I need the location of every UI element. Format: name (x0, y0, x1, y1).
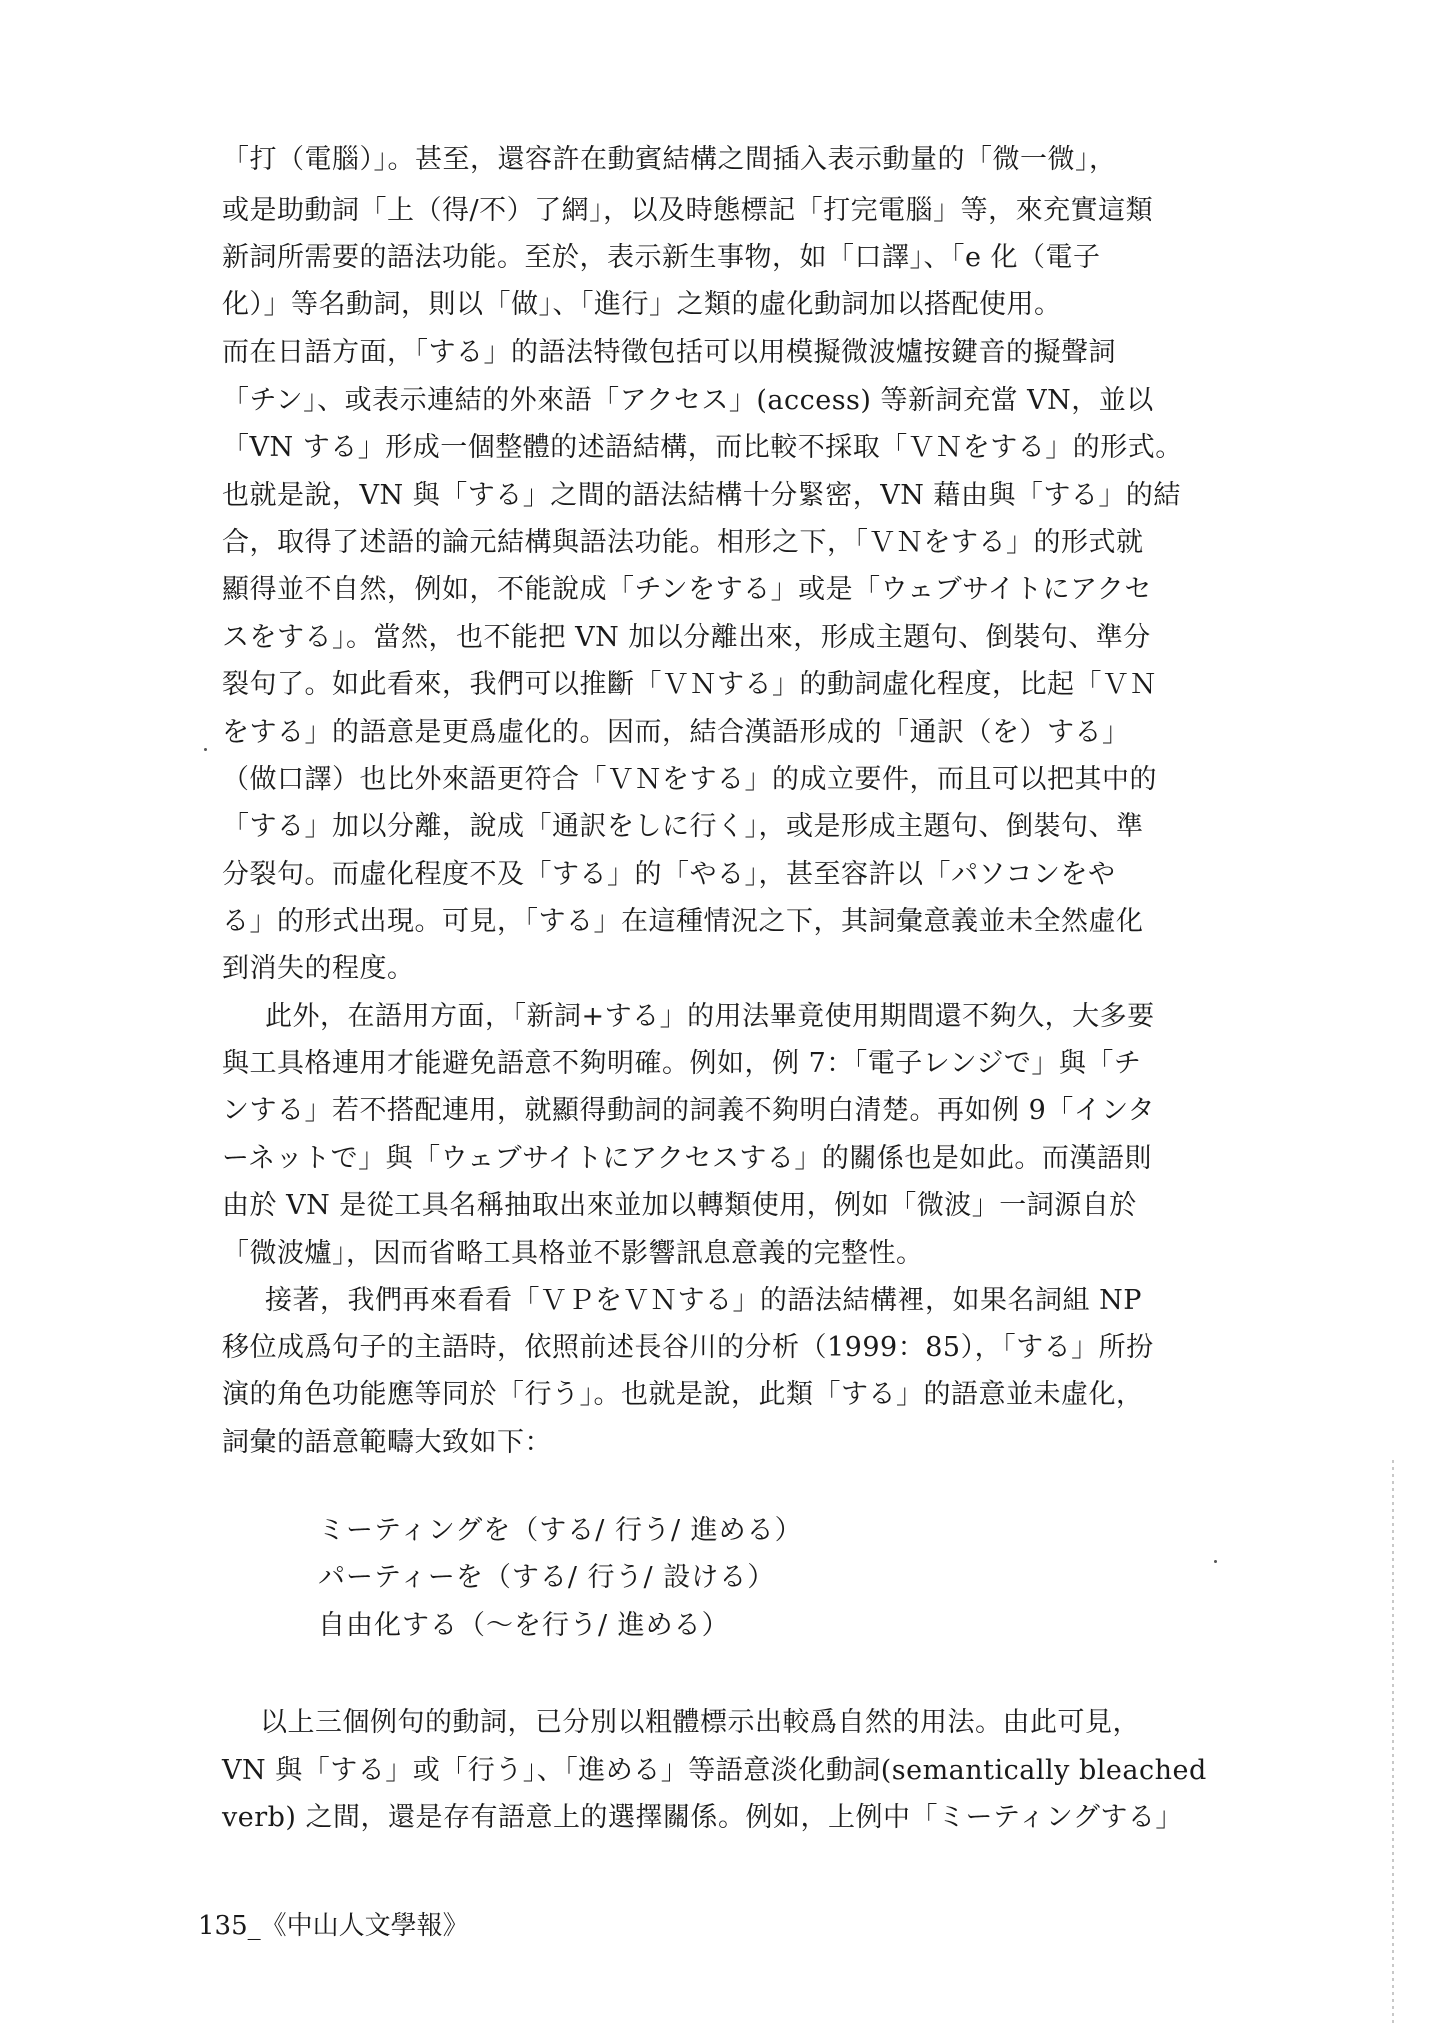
text-line: 化）」等名動詞，則以「做」、「進行」之類的虛化動詞加以搭配使用。 (222, 289, 1062, 320)
text-line: 「微波爐」，因而省略工具格並不影響訊息意義的完整性。 (222, 1238, 924, 1269)
text-line: 與工具格連用才能避免語意不夠明確。例如，例 7：「電子レンジで」與「チ (222, 1048, 1142, 1079)
scan-edge-line (1392, 1460, 1394, 2024)
text-line: ンする」若不搭配連用，就顯得動詞的詞義不夠明白清楚。再如例 9「インタ (222, 1095, 1156, 1126)
text-line: 移位成爲句子的主語時，依照前述長谷川的分析（1999：85），「する」所扮 (222, 1332, 1154, 1363)
text-line: 顯得並不自然，例如，不能說成「チンをする」或是「ウェブサイトにアクセ (222, 574, 1152, 605)
text-line: 演的角色功能應等同於「行う」。也就是說，此類「する」的語意並未虛化， (222, 1379, 1144, 1410)
text-line: 「する」加以分離，說成「通訳をしに行く」，或是形成主題句、倒裝句、準 (222, 811, 1144, 842)
text-line: 新詞所需要的語法功能。至於，表示新生事物，如「口譯」、「e 化（電子 (222, 242, 1101, 273)
scan-speck (204, 748, 207, 751)
example-sentence: ミーティングを（する/ 行う/ 進める） (318, 1515, 803, 1546)
text-line: 裂句了。如此看來，我們可以推斷「ＶＮする」的動詞虛化程度，比起「ＶＮ (222, 669, 1157, 700)
text-line: VN 與「する」或「行う」、「進める」等語意淡化動詞(semantically bleached (222, 1755, 1207, 1786)
text-line: 「チン」、或表示連結的外來語「アクセス」(access) 等新詞充當 VN，並以 (222, 385, 1154, 416)
text-line: 詞彙的語意範疇大致如下： (222, 1427, 552, 1458)
text-line: 此外，在語用方面，「新詞+する」的用法畢竟使用期間還不夠久，大多要 (265, 1001, 1155, 1032)
scan-speck (1214, 1560, 1217, 1563)
text-line: 或是助動詞「上（得/不）了網」，以及時態標記「打完電腦」等，來充實這類 (222, 195, 1154, 226)
text-line: ーネットで」與「ウェブサイトにアクセスする」的關係也是如此。而漢語則 (222, 1143, 1152, 1174)
text-line: 由於 VN 是從工具名稱抽取出來並加以轉類使用，例如「微波」一詞源自於 (222, 1190, 1137, 1221)
text-line: る」的形式出現。可見，「する」在這種情況之下，其詞彙意義並未全然虛化 (222, 906, 1144, 937)
text-line: 以上三個例句的動詞，已分別以粗體標示出較爲自然的用法。由此可見， (260, 1707, 1140, 1738)
example-sentence: 自由化する（～を行う/ 進める） (318, 1610, 730, 1641)
text-line: 合，取得了述語的論元結構與語法功能。相形之下，「ＶＮをする」的形式就 (222, 527, 1144, 558)
text-line: 「打（電腦）」。甚至，還容許在動賓結構之間插入表示動量的「微一微」， (222, 144, 1117, 175)
page-footer (198, 1908, 469, 1944)
text-line: をする」的語意是更爲虛化的。因而，結合漢語形成的「通訳（を）する」 (222, 717, 1130, 748)
text-line: 分裂句。而虛化程度不及「する」的「やる」，甚至容許以「パソコンをや (222, 859, 1116, 890)
text-line: 「VN する」形成一個整體的述語結構，而比較不採取「ＶＮをする」的形式。 (222, 432, 1183, 463)
text-line: verb) 之間，還是存有語意上的選擇關係。例如，上例中「ミーティングする」 (222, 1802, 1183, 1833)
journal-title: 《中山人文學報》 (260, 1911, 469, 1941)
example-sentence: パーティーを（する/ 行う/ 設ける） (318, 1562, 776, 1593)
text-line: 而在日語方面，「する」的語法特徵包括可以用模擬微波爐按鍵音的擬聲詞 (222, 337, 1116, 368)
text-line: （做口譯）也比外來語更符合「ＶＮをする」的成立要件，而且可以把其中的 (222, 764, 1157, 795)
text-line: スをする」。當然，也不能把 VN 加以分離出來，形成主題句、倒裝句、準分 (222, 622, 1151, 653)
text-line: 到消失的程度。 (222, 953, 415, 984)
text-line: 也就是說，VN 與「する」之間的語法結構十分緊密，VN 藉由與「する」的結 (222, 480, 1181, 511)
page-number: 135_ (198, 1911, 261, 1941)
text-line: 接著，我們再來看看「ＶＰをＶＮする」的語法結構裡，如果名詞組 NP (265, 1285, 1142, 1316)
